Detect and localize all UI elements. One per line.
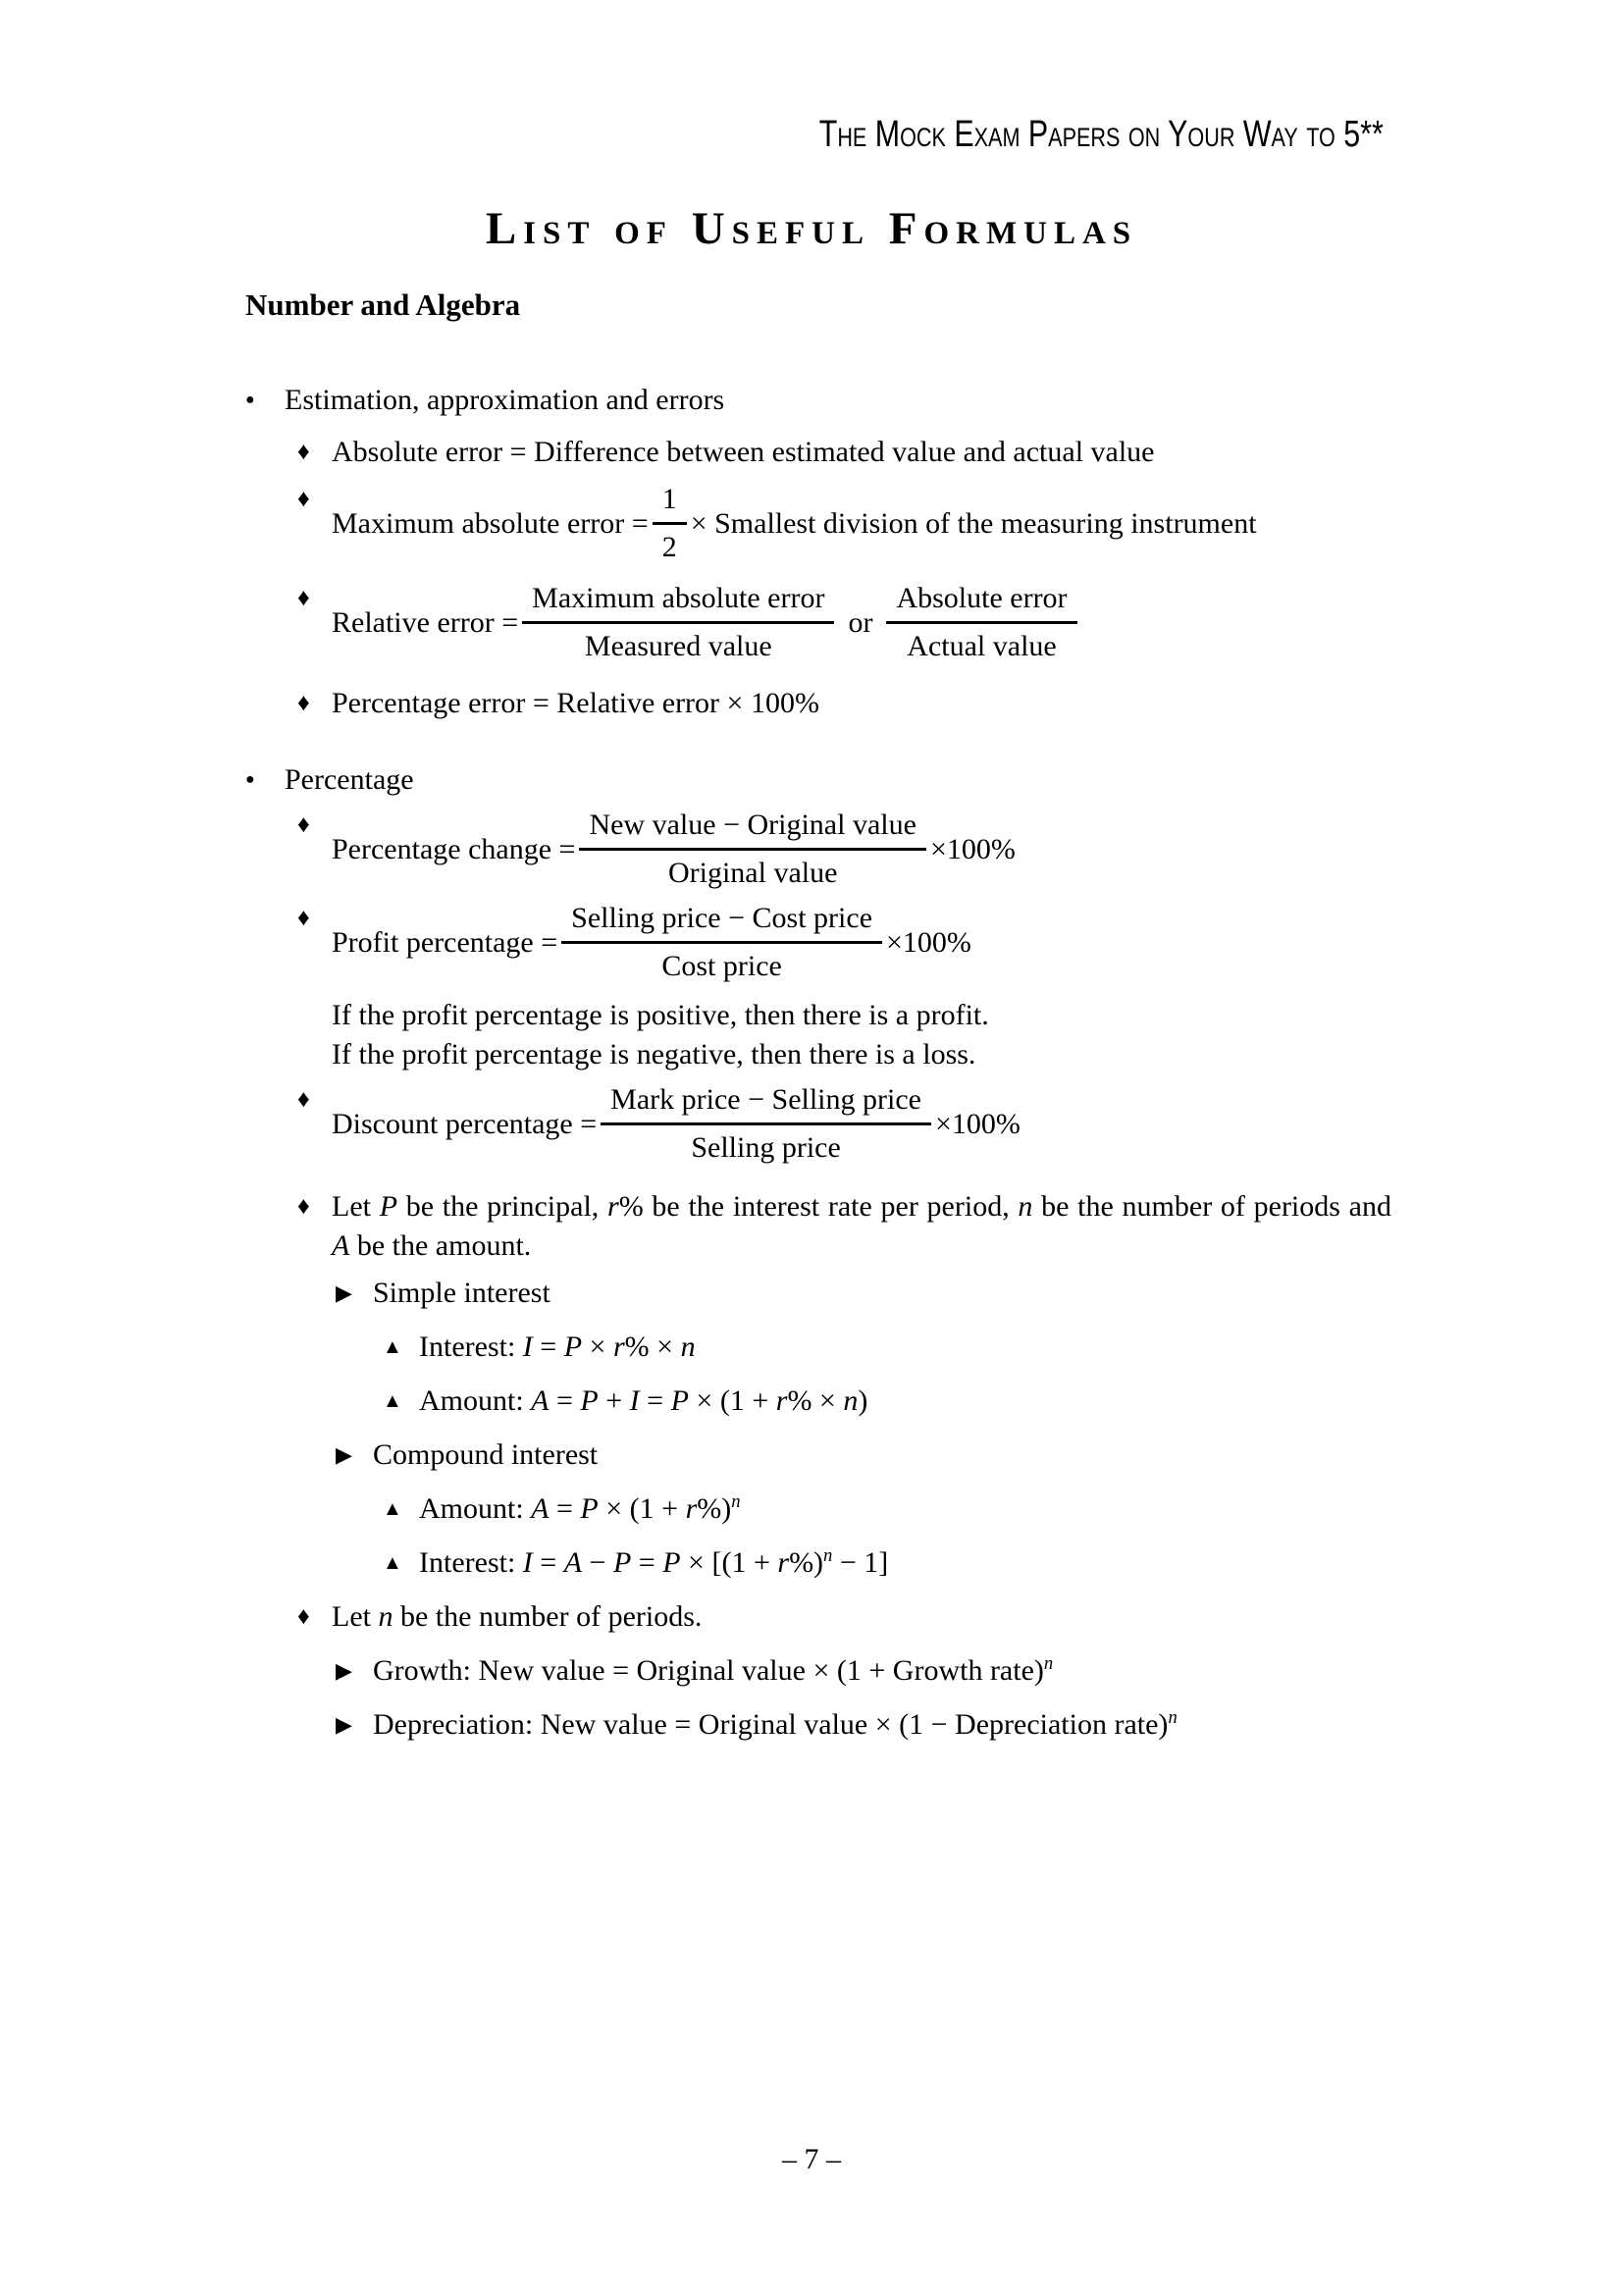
list-item <box>245 480 1391 567</box>
formula-text: Percentage error = Relative error × 100% <box>332 687 819 719</box>
fraction-numerator: Selling price − Cost price <box>571 902 873 934</box>
triangle-up-icon: ▲ <box>383 1552 402 1574</box>
note-text: If the profit percentage is positive, then there is a profit. <box>332 999 989 1031</box>
formula-with-fraction <box>332 899 1391 986</box>
fraction-denominator: 2 <box>653 522 687 567</box>
diamond-bullet-icon: ♦ <box>297 1086 310 1113</box>
section-heading: Number and Algebra <box>245 287 521 322</box>
fraction <box>561 899 882 986</box>
formula-with-fraction <box>332 806 1391 893</box>
diamond-bullet-icon: ♦ <box>297 1193 310 1220</box>
list-item <box>245 899 1391 986</box>
list-item <box>245 806 1391 893</box>
list-item <box>245 684 1391 723</box>
formula-text: Interest: $I = A - P = P \times [(1 + r\%)^n - 1]$ <box>419 1545 889 1579</box>
formula-text: Amount: A = P + I = P × (1 + r% × n) <box>419 1384 868 1417</box>
formula-rhs: ×100% <box>934 1107 1021 1140</box>
fraction-numerator: Maximum absolute error <box>532 582 825 614</box>
list-item-text: Compound interest <box>373 1438 599 1471</box>
formula-rhs: ×100% <box>886 925 971 959</box>
list-item <box>245 433 1391 472</box>
list-item <box>245 760 1391 800</box>
list-item <box>245 1187 1391 1266</box>
fraction <box>653 480 687 567</box>
list-item <box>245 1705 1391 1745</box>
diamond-bullet-icon: ♦ <box>297 1603 310 1630</box>
page-title: List of Useful Formulas <box>485 203 1138 254</box>
fraction <box>579 806 925 893</box>
fraction-numerator: 1 <box>661 483 677 515</box>
diamond-bullet-icon: ♦ <box>297 905 310 931</box>
list-item <box>245 1489 1391 1529</box>
list-item <box>245 1597 1391 1637</box>
diamond-bullet-icon: ♦ <box>297 811 310 838</box>
formula-text: Growth: New value = Original value × (1 + Growth rate)$^n$ <box>373 1653 1054 1687</box>
triangle-right-icon: ▶ <box>336 1712 352 1737</box>
list-item <box>245 1435 1391 1475</box>
fraction <box>886 579 1076 666</box>
formula-lhs: Profit percentage = <box>332 925 558 959</box>
note-text: If the profit percentage is negative, then there is a loss. <box>332 1038 976 1070</box>
triangle-right-icon: ▶ <box>336 1442 352 1467</box>
formula-text: Absolute error = Difference between estimated value and actual value <box>332 436 1155 468</box>
note-line <box>245 1035 1391 1074</box>
formula-lhs: Percentage change = <box>332 832 576 865</box>
list-item-text: Percentage <box>285 763 414 796</box>
fraction <box>601 1080 931 1168</box>
formula-rhs: × Smallest division of the measuring instrument <box>690 506 1257 540</box>
bullet-icon: ● <box>245 771 255 788</box>
fraction-denominator: Original value <box>579 848 925 893</box>
formula-with-fraction <box>332 480 1391 567</box>
formula-rhs: ×100% <box>929 832 1016 865</box>
fraction-denominator: Actual value <box>886 621 1076 666</box>
list-item <box>245 381 1391 420</box>
or-text: or <box>848 605 873 639</box>
formula-text: Interest: I = P × r% × n <box>419 1331 696 1363</box>
list-item <box>245 1274 1391 1313</box>
triangle-up-icon: ▲ <box>383 1336 402 1358</box>
fraction <box>522 579 834 666</box>
definition-text: Let n be the number of periods. <box>332 1600 703 1633</box>
fraction-numerator: Mark price − Selling price <box>610 1083 921 1116</box>
diamond-bullet-icon: ♦ <box>297 690 310 716</box>
list-item-text: Estimation, approximation and errors <box>285 384 725 416</box>
page-header: The Mock Exam Papers on Your Way to 5** <box>818 114 1384 155</box>
fraction-denominator: Measured value <box>522 621 834 666</box>
formula-lhs: Relative error = <box>332 605 519 639</box>
list-item <box>245 1080 1391 1168</box>
formula-lhs: Discount percentage = <box>332 1107 598 1140</box>
formula-text: Amount: $A = P \times (1 + r\%)^n$ <box>419 1491 741 1525</box>
definition-text: Let P be the principal, r% be the interest rate per period, n be the number of periods and A be the amount. <box>332 1190 1391 1262</box>
diamond-bullet-icon: ♦ <box>297 585 310 611</box>
fraction-numerator: Absolute error <box>896 582 1068 614</box>
fraction-denominator: Selling price <box>601 1122 931 1168</box>
triangle-right-icon: ▶ <box>336 1658 352 1683</box>
diamond-bullet-icon: ♦ <box>297 439 310 465</box>
formula-lhs: Maximum absolute error = <box>332 506 649 540</box>
formula-with-fraction <box>332 1080 1391 1168</box>
page-number: – 7 – <box>782 2143 841 2175</box>
triangle-right-icon: ▶ <box>336 1280 352 1305</box>
triangle-up-icon: ▲ <box>383 1390 402 1412</box>
formula-list <box>245 365 1391 1745</box>
list-item <box>245 1382 1391 1421</box>
triangle-up-icon: ▲ <box>383 1498 402 1520</box>
formula-text: Depreciation: New value = Original value × (1 − Depreciation rate)$^n$ <box>373 1707 1178 1741</box>
bullet-icon: ● <box>245 391 255 408</box>
diamond-bullet-icon: ♦ <box>297 486 310 512</box>
list-item <box>245 1543 1391 1583</box>
list-item <box>245 579 1391 666</box>
list-item <box>245 1328 1391 1367</box>
formula-with-fraction <box>332 579 1391 666</box>
note-line <box>245 996 1391 1035</box>
fraction-denominator: Cost price <box>561 941 882 986</box>
fraction-numerator: New value − Original value <box>589 809 916 841</box>
list-item-text: Simple interest <box>373 1277 550 1309</box>
list-item <box>245 1651 1391 1691</box>
